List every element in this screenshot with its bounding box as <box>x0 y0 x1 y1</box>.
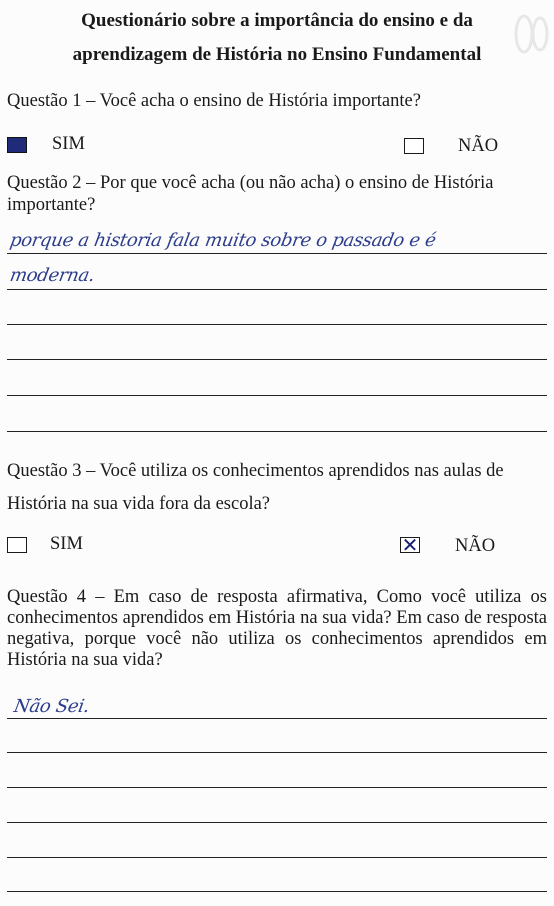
q4-answer-rule-2 <box>7 752 547 753</box>
q2-answer-rule-2 <box>7 289 547 290</box>
q4-answer-rule-6 <box>7 891 547 892</box>
q1-nao-checkbox[interactable] <box>404 138 424 154</box>
q4-answer-rule-5 <box>7 857 547 858</box>
q3-nao-checkbox[interactable] <box>400 533 420 557</box>
q1-sim-label: SIM <box>52 134 85 154</box>
q2-answer-line-2: moderna. <box>8 265 97 286</box>
q1-sim-checkbox[interactable] <box>7 137 27 153</box>
q2-answer-rule-3 <box>7 324 547 325</box>
cross-mark-icon: ✕ <box>401 533 419 557</box>
question-3-text: Questão 3 – Você utiliza os conhecimentos aprendidos nas aulas de História na sua vida fora da escola? <box>7 461 504 514</box>
q2-answer-rule-1 <box>7 253 547 254</box>
question-4-text: Questão 4 – Em caso de resposta afirmativa, Como você utiliza os conhecimentos aprendidos em História na sua vida? Em caso de resposta negativa, porque você não utiliza os conhecimentos aprendidos em História na sua vida? <box>7 587 547 670</box>
q2-answer-line-1: porque a historia fala muito sobre o passado e é <box>8 230 438 251</box>
page-title-line-2: aprendizagem de História no Ensino Fundamental <box>72 44 482 65</box>
q2-answer-rule-6 <box>7 431 547 432</box>
q2-answer-rule-4 <box>7 359 547 360</box>
question-1-text: Questão 1 – Você acha o ensino de História importante? <box>7 91 421 111</box>
q2-answer-rule-5 <box>7 395 547 396</box>
page-title-line-1: Questionário sobre a importância do ensino e da <box>81 10 473 31</box>
q4-answer-line-1: Não Sei. <box>12 696 92 717</box>
q3-sim-checkbox[interactable] <box>7 537 27 553</box>
q1-nao-label: NÃO <box>458 136 499 156</box>
q3-nao-label: NÃO <box>455 536 496 556</box>
question-2-text: Questão 2 – Por que você acha (ou não acha) o ensino de História importante? <box>7 173 494 215</box>
q4-answer-rule-3 <box>7 787 547 788</box>
q4-answer-rule-4 <box>7 822 547 823</box>
q4-answer-rule-1 <box>7 718 547 719</box>
q3-sim-label: SIM <box>50 534 83 554</box>
